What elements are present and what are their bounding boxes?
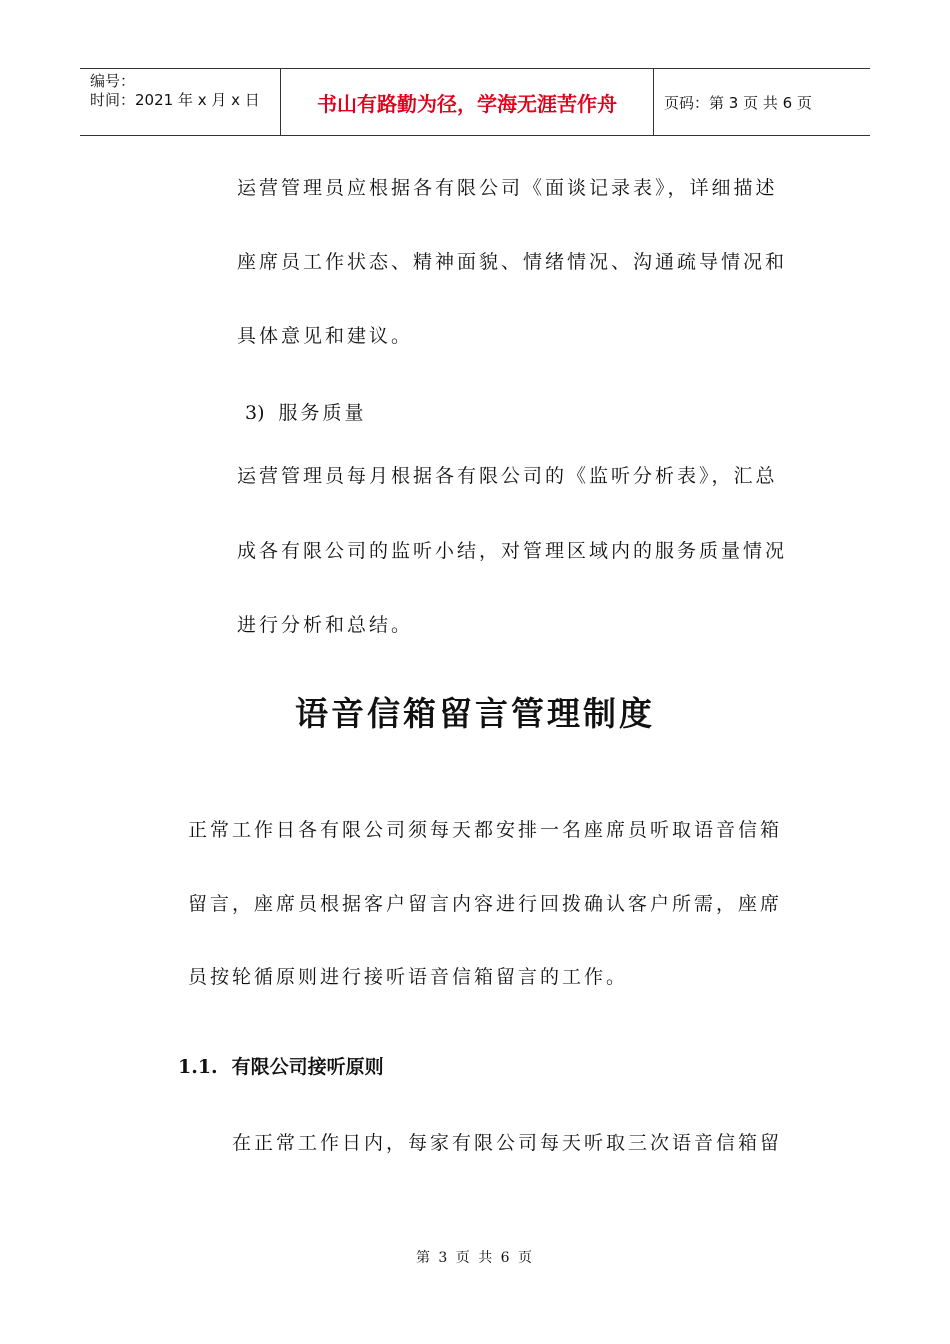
header-page-info: 页码：第 3 页 共 6 页 [664,93,812,112]
paragraph-line: 员按轮循原则进行接听语音信箱留言的工作。 [188,966,629,988]
paragraph-line: 运营管理员每月根据各有限公司的《监听分析表》，汇总 [237,465,778,487]
page-footer: 第 3 页 共 6 页 [415,1250,535,1266]
document-number-label: 编号： [90,72,136,90]
subheading [178,1052,384,1079]
paragraph-line: 正常工作日各有限公司须每天都安排一名座席员听取语音信箱 [188,819,783,841]
subheading-label: 有限公司接听原则 [231,1056,384,1078]
list-item-service-quality [245,398,367,425]
document-date: 时间：2021 年 x 月 x 日 [90,91,260,109]
subheading-number: 1.1. [178,1056,218,1078]
paragraph-line: 运营管理员应根据各有限公司《面谈记录表》，详细描述 [237,177,778,199]
paragraph-line: 在正常工作日内，每家有限公司每天听取三次语音信箱留 [232,1132,783,1154]
header-motto: 书山有路勤为径，学海无涯苦作舟 [281,69,654,135]
paragraph-line: 座席员工作状态、精神面貌、情绪情况、沟通疏导情况和 [237,251,788,273]
document-header [80,68,870,136]
section-title: 语音信箱留言管理制度 [295,694,655,733]
header-meta [80,69,281,135]
paragraph-line: 成各有限公司的监听小结，对管理区域内的服务质量情况 [237,540,788,562]
list-item-label: 服务质量 [278,402,367,424]
paragraph-line: 进行分析和总结。 [237,614,414,636]
paragraph-line: 具体意见和建议。 [237,325,414,347]
paragraph-line: 留言，座席员根据客户留言内容进行回拨确认客户所需，座席 [188,893,783,915]
list-item-number: 3) [245,402,265,424]
